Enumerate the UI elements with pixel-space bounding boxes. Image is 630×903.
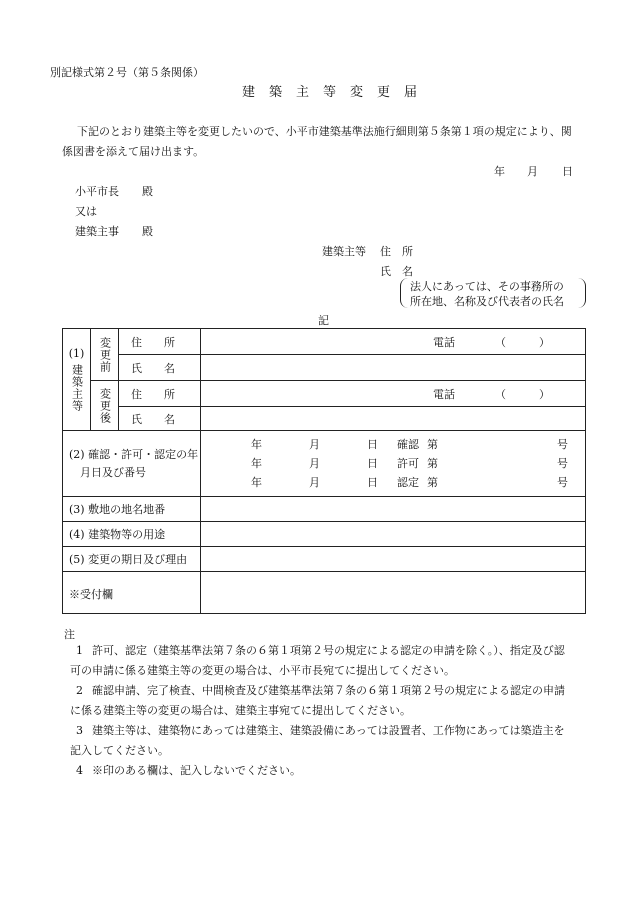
date-year: 年 bbox=[494, 165, 505, 178]
row5-field[interactable] bbox=[201, 547, 586, 572]
row2-entry: 年 月 日 許可 第 号 bbox=[251, 457, 568, 470]
addressee-official: 建築主事 bbox=[75, 225, 119, 238]
row2-entry: 年 月 日 確認 第 号 bbox=[251, 438, 568, 451]
row3-field[interactable] bbox=[201, 497, 586, 522]
after-name-label: 氏 名 bbox=[131, 412, 175, 426]
row2-entry: 年 月 日 認定 第 号 bbox=[251, 476, 568, 489]
row2-label-line-1: (2) 確認・許可・認定の年 bbox=[69, 447, 199, 461]
before-address-label: 住 所 bbox=[131, 335, 175, 349]
intro-line-2: 係図書を添えて届け出ます。 bbox=[62, 145, 205, 158]
before-name-field[interactable] bbox=[201, 355, 586, 381]
notes-heading: 注 bbox=[64, 628, 75, 641]
note-item: 2 確認申請、完了検査、中間検査及び建築基準法第７条の６第１項第２号の規定による認定の申請 に係る建築主等の変更の場合は、建築主事宛てに提出してください。 bbox=[70, 684, 565, 717]
row4-field[interactable] bbox=[201, 522, 586, 547]
applicant-address-label: 住 所 bbox=[380, 245, 413, 258]
after-cell bbox=[91, 381, 119, 431]
after-address-field[interactable] bbox=[201, 381, 586, 407]
intro-line-1: 下記のとおり建築主等を変更したいので、小平市建築基準法施行細則第５条第１項の規定により、関 bbox=[77, 125, 572, 138]
ki-label: 記 bbox=[318, 314, 329, 327]
reception-label: ※受付欄 bbox=[69, 588, 113, 601]
row2-entries-cell[interactable] bbox=[201, 431, 586, 497]
row5-label: (5) 変更の期日及び理由 bbox=[69, 553, 188, 566]
note-item: 3 建築主等は、建築物にあっては建築主、建築設備にあっては設置者、工作物にあっては築造主を 記入してください。 bbox=[70, 724, 565, 757]
form-code: 別記様式第２号（第５条関係） bbox=[50, 66, 204, 79]
form-title: 建築主等変更届 bbox=[242, 85, 432, 100]
after-label: 変更後 bbox=[98, 387, 112, 424]
after-address-label: 住 所 bbox=[131, 387, 175, 401]
date-month: 月 bbox=[527, 165, 538, 178]
applicant-name-label: 氏 名 bbox=[380, 265, 413, 278]
date-day: 日 bbox=[562, 165, 573, 178]
applicant-label: 建築主等 bbox=[322, 245, 366, 258]
after-phone-label: 電話 bbox=[433, 387, 455, 401]
note-item: 1 許可、認定（建築基準法第７条の６第１項第２号の規定による認定の申請を除く。）、指定及び認 可の申請に係る建築主等の変更の場合は、小平市長宛てに提出してください。 bbox=[70, 644, 565, 677]
after-phone-paren: （ ） bbox=[495, 387, 550, 401]
row4-label: (4) 建築物等の用途 bbox=[69, 528, 166, 541]
addressee-or: 又は bbox=[75, 205, 97, 218]
group-label: 建築主等 bbox=[70, 364, 84, 412]
addressee-mayor-honorific: 殿 bbox=[142, 185, 153, 198]
group-cell bbox=[63, 329, 91, 431]
group-num: (1) bbox=[68, 347, 85, 360]
change-form-table bbox=[62, 328, 586, 614]
reception-field bbox=[201, 572, 586, 614]
before-phone-paren: （ ） bbox=[495, 335, 550, 349]
after-name-field[interactable] bbox=[201, 407, 586, 431]
corp-note-line-1: 法人にあっては、その事務所の bbox=[410, 280, 564, 293]
row2-label-line-2: 月日及び番号 bbox=[69, 465, 146, 479]
before-name-label: 氏 名 bbox=[131, 361, 175, 375]
row3-label: (3) 敷地の地名地番 bbox=[69, 503, 166, 516]
before-cell bbox=[91, 329, 119, 381]
before-address-field[interactable] bbox=[201, 329, 586, 355]
corp-note-line-2: 所在地、名称及び代表者の氏名 bbox=[410, 295, 564, 308]
before-label: 変更前 bbox=[98, 336, 112, 373]
before-phone-label: 電話 bbox=[433, 335, 455, 349]
addressee-mayor: 小平市長 bbox=[75, 185, 119, 198]
addressee-official-honorific: 殿 bbox=[142, 225, 153, 238]
note-item: 4 ※印のある欄は、記入しないでください。 bbox=[76, 764, 301, 777]
